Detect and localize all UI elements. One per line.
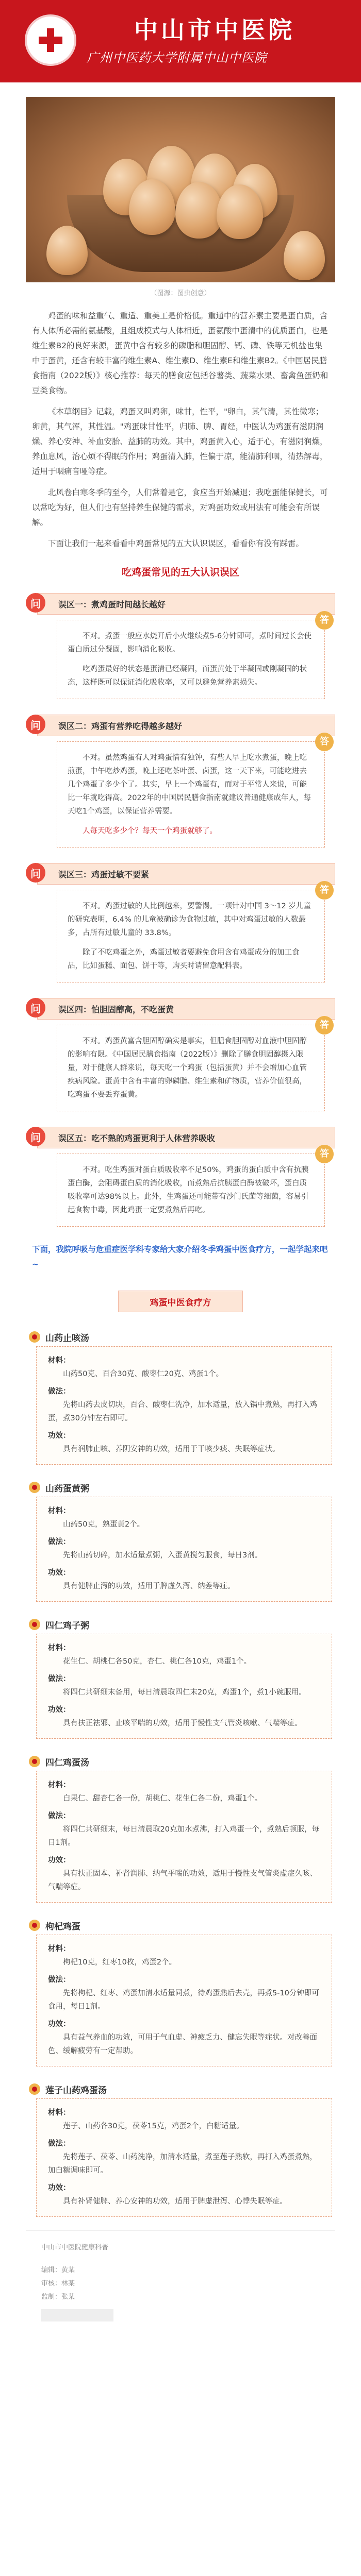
answer-box [57,615,329,699]
field-label: 功效： [48,1856,71,1865]
footer-divider [41,2309,113,2321]
field-text: 具有润肺止咳、养阴安神的功效，适用于干咳少痰、失眠等症状。 [63,1445,280,1453]
intro-paragraph: 下面让我们一起来看看中鸡蛋常见的五大认识误区，看看你有没有踩雷。 [48,539,304,548]
hospital-header [0,0,361,82]
recipe-card [29,2080,332,2217]
answer-badge: 答 [315,881,334,900]
footer-line: 审核：林某 [41,2280,75,2287]
field-text: 具有扶正固本、补肾润肺、纳气平喘的功效，适用于慢性支气管炎虚症久咳、气喘等症。 [48,1870,317,1891]
field-text: 将四仁共研细末，每日清晨取20克加水煮沸，打入鸡蛋一个，煮熟后顿服，每日1剂。 [48,1825,319,1847]
recipe-card [29,1752,332,1903]
field-label: 做法： [48,1538,71,1546]
myth-section [26,863,335,982]
field-text: 枸杞10克，红枣10枚，鸡蛋2个。 [63,1958,177,1967]
field-label: 功效： [48,2184,71,2192]
intro-paragraph: 《本草纲目》记载，鸡蛋又叫鸡卵，味甘，性平，"卵白，其气清，其性微寒；卵黄，其气浑，其性温。"鸡蛋味甘性平，归肺、脾、胃经，中医认为鸡蛋有滋阴润燥、养心安神、补血安胎、益肺的功效。其中，鸡蛋黄入心，适于心，有滋阴润燥，养血息风，治心烦不得眠的作用；鸡蛋清入肺，性偏于凉，能清肺利咽，清热解毒，适用于咽痛音哑等症。 [32,407,328,476]
answer-box [57,1020,329,1111]
article-footer [26,2230,335,2337]
answer-text: 人每天吃多少个？每天一个鸡蛋就够了。 [83,827,217,835]
field-text: 具有益气养血的功效，可用于气血虚、神疲乏力、健忘失眠等症状。对改善面色、缓解疲劳有一定帮助。 [48,2033,317,2055]
question-badge: 问 [26,1127,45,1146]
recipe-box [36,1497,332,1602]
field-label: 材料： [48,1945,71,1953]
field-label: 材料： [48,1507,71,1515]
field-text: 先将枸杞、红枣、鸡蛋加清水适量同煮，待鸡蛋熟后去壳，再煮5-10分钟即可食用，每日1剂。 [48,1989,319,2011]
field-label: 功效： [48,1432,71,1440]
recipe-title: 山药蛋黄粥 [45,1483,89,1494]
answer-text: 吃鸡蛋最好的状态是蛋清已经凝固，而蛋黄处于半凝固或刚凝固的状态，这样既可以保证消化吸收率，又可以避免营养素损失。 [68,665,307,687]
myth-section [26,998,335,1111]
section-title: 吃鸡蛋常见的五大认识误区 [121,567,239,578]
answer-box [57,885,329,982]
intro-paragraph: 北风卷白寒冬季的至今，人们常着是它，食应当开始减退；我吃蛋能保健长，可以常吃为好，但人们也有坚持养生保健的需求，对鸡蛋功效或用法有可能会有所误解。 [32,488,328,527]
field-label: 材料： [48,1781,71,1789]
pin-icon [29,1482,40,1493]
recipe-card [29,1478,332,1602]
recipe-title: 枸杞鸡蛋 [45,1921,80,1932]
recipe-box [36,1634,332,1739]
answer-text: 不对。鸡蛋过敏的人比例越来，要警惕。一项针对中国 3～12 岁儿童的研究表明，6.4% 的儿童被确诊为食物过敏，其中对鸡蛋过敏的人数最多，占所有过敏儿童的 33.8%。 [68,902,311,937]
footer-line: 监制：张某 [41,2293,75,2301]
field-text: 山药50克，熟蛋黄2个。 [63,1520,145,1529]
answer-text: 不对。煮蛋一般应水烧开后小火继续煮5-6分钟即可，煮时间过长会使蛋白质过分凝固，影响消化吸收。 [68,632,312,654]
field-label: 功效： [48,1706,71,1714]
recipe-title: 山药止咳汤 [45,1333,89,1344]
field-text: 先将山药切碎，加水适量煮粥，入蛋黄搅匀服食，每日3剂。 [63,1551,262,1560]
recipe-box [36,1935,332,2066]
diet-header: 鸡蛋中医食疗方 [118,1291,243,1312]
pin-icon [29,1756,40,1767]
myth-heading: 误区五：吃不熟的鸡蛋更利于人体营养吸收 [37,1127,335,1148]
field-text: 先将莲子、茯苓、山药洗净，加清水适量，煮至莲子熟软，再打入鸡蛋煮熟，加白糖调味即可。 [48,2153,317,2175]
myth-section [26,715,335,848]
pin-icon [29,1331,40,1343]
field-label: 功效： [48,2020,71,2028]
field-text: 花生仁、胡桃仁各50克，杏仁、桃仁各10克，鸡蛋1个。 [63,1657,252,1666]
field-label: 做法： [48,1675,71,1683]
recipe-box [36,1346,332,1465]
myth-heading: 误区四：怕胆固醇高，不吃蛋黄 [37,998,335,1020]
recipe-card [29,1328,332,1465]
answer-badge: 答 [315,1145,334,1163]
answer-badge: 答 [315,733,334,751]
field-label: 材料： [48,1357,71,1365]
field-label: 做法： [48,1387,71,1396]
field-text: 具有健脾止泻的功效，适用于脾虚久泻、纳差等症。 [63,1582,235,1590]
footer-line: 编辑：黄某 [41,2266,75,2274]
question-badge: 问 [26,715,45,734]
answer-text: 不对。鸡蛋黄富含胆固醇确实是事实，但膳食胆固醇对血液中胆固醇的影响有限。《中国居民膳食指南（2022版）》删除了膳食胆固醇摄入限量，对于健康人群来说，每天吃一个鸡蛋（包括蛋黄）并不会增加心血管疾病风险。蛋黄中含有丰富的卵磷脂、维生素和矿物质，营养价值很高，吃鸡蛋不要丢弃蛋黄。 [68,1037,307,1099]
hospital-name: 中山市中医院 [134,16,295,44]
recipe-title: 莲子山药鸡蛋汤 [45,2085,107,2096]
intro-paragraph: 鸡蛋的味和益重气、重适、重美工是价格低。重通中的营养素主要是蛋白质，含有人体所必需的氨基酸，且组成模式与人体相近，蛋氨酸中蛋清中的优质蛋白，也是维生素B2的良好来源，蛋黄中含有较多的磷脂和胆固醇、钙、磷、铁等无机盐也集中于蛋黄，还含有较丰富的维生素A、维生素D、维生素E和维生素B2。《中国居民膳食指南（2022版）》核心推荐：每天的膳食应包括谷薯类、蔬菜水果、畜禽鱼蛋奶和豆类食物。 [32,311,329,395]
recipe-box [36,2098,332,2217]
answer-text: 不对。吃生鸡蛋对蛋白质吸收率不足50%，鸡蛋的蛋白质中含有抗胰蛋白酶，会阻碍蛋白质的消化吸收，而煮熟后抗胰蛋白酶被破坏，蛋白质吸收率可达98%以上。此外，生鸡蛋还可能带有沙门氏菌等细菌，容易引起食物中毒，因此鸡蛋一定要煮熟后再吃。 [68,1166,309,1214]
question-badge: 问 [26,593,45,613]
answer-text: 不对。虽然鸡蛋有人对鸡蛋情有独钟，有些人早上吃水煮蛋，晚上吃煎蛋，中午吃炒鸡蛋，晚上还吃茶叶蛋、卤蛋，这一天下来，可能吃进去几个鸡蛋了多少个了。其实，早上一个鸡蛋有，而对于平常人来说，可能比一年就吃得高。2022年的中国居民膳食指南就建议普通健康成年人，每天吃1个鸡蛋，以保证营养需要。 [68,754,311,816]
field-text: 莲子、山药各30克，茯苓15克，鸡蛋2个，白糖适量。 [63,2122,244,2130]
answer-badge: 答 [315,1016,334,1035]
field-text: 先将山药去皮切块，百合、酸枣仁洗净，加水适量，放入锅中煮熟，再打入鸡蛋，煮30分钟左右即可。 [48,1401,317,1422]
field-text: 具有补肾健脾、养心安神的功效，适用于脾虚泄泻、心悸失眠等症。 [63,2197,287,2206]
myth-section [26,1127,335,1227]
field-label: 做法： [48,2140,71,2148]
field-text: 具有扶正祛邪、止咳平喘的功效，适用于慢性支气管炎咳嗽、气喘等症。 [63,1719,302,1727]
recipe-card [29,1615,332,1739]
recipe-intro-note: 下面，我院呼吸与危重症医学科专家给大家介绍冬季鸡蛋中医食疗方，一起学起来吧~ [32,1245,328,1269]
answer-box [57,1148,329,1227]
pin-icon [29,1619,40,1630]
myth-heading: 误区三：鸡蛋过敏不要紧 [37,863,335,885]
egg-photo [26,97,335,282]
hospital-affiliation: 广州中医药大学附属中山中医院 [87,50,267,65]
answer-box [57,736,329,848]
article-body [26,82,335,2337]
field-label: 做法： [48,1976,71,1984]
pin-icon [29,1920,40,1931]
field-text: 白果仁、甜杏仁各一份，胡桃仁、花生仁各二份，鸡蛋1个。 [63,1794,262,1803]
photo-caption: （图源：图虫创意） [150,290,211,297]
recipe-title: 四仁鸡子粥 [45,1620,89,1631]
red-cross-icon [39,28,62,52]
question-badge: 问 [26,998,45,1018]
recipe-title: 四仁鸡蛋汤 [45,1757,89,1768]
recipe-box [36,1771,332,1903]
myth-heading: 误区二：鸡蛋有营养吃得越多越好 [37,715,335,736]
field-text: 将四仁共研细末备用，每日清晨取四仁末20克，鸡蛋1个，煮1小碗服用。 [63,1688,306,1697]
answer-badge: 答 [315,611,334,630]
egg-graphic [284,231,325,280]
recipe-card [29,1916,332,2066]
myth-heading: 误区一：煮鸡蛋时间越长越好 [37,593,335,615]
myth-section [26,593,335,699]
field-label: 做法： [48,1812,71,1820]
hospital-logo [25,14,76,66]
question-badge: 问 [26,863,45,883]
field-label: 材料： [48,1644,71,1652]
field-text: 山药50克、百合30克、酸枣仁20克、鸡蛋1个。 [63,1370,224,1378]
pin-icon [29,2083,40,2095]
answer-text: 除了不吃鸡蛋之外，鸡蛋过敏者要避免食用含有鸡蛋成分的加工食品，比如蛋糕、面包、饼干等，购买时请留意配料表。 [68,948,300,970]
field-label: 功效： [48,1569,71,1577]
footer-source: 中山市中医院健康科普 [41,2244,109,2251]
field-label: 材料： [48,2109,71,2117]
